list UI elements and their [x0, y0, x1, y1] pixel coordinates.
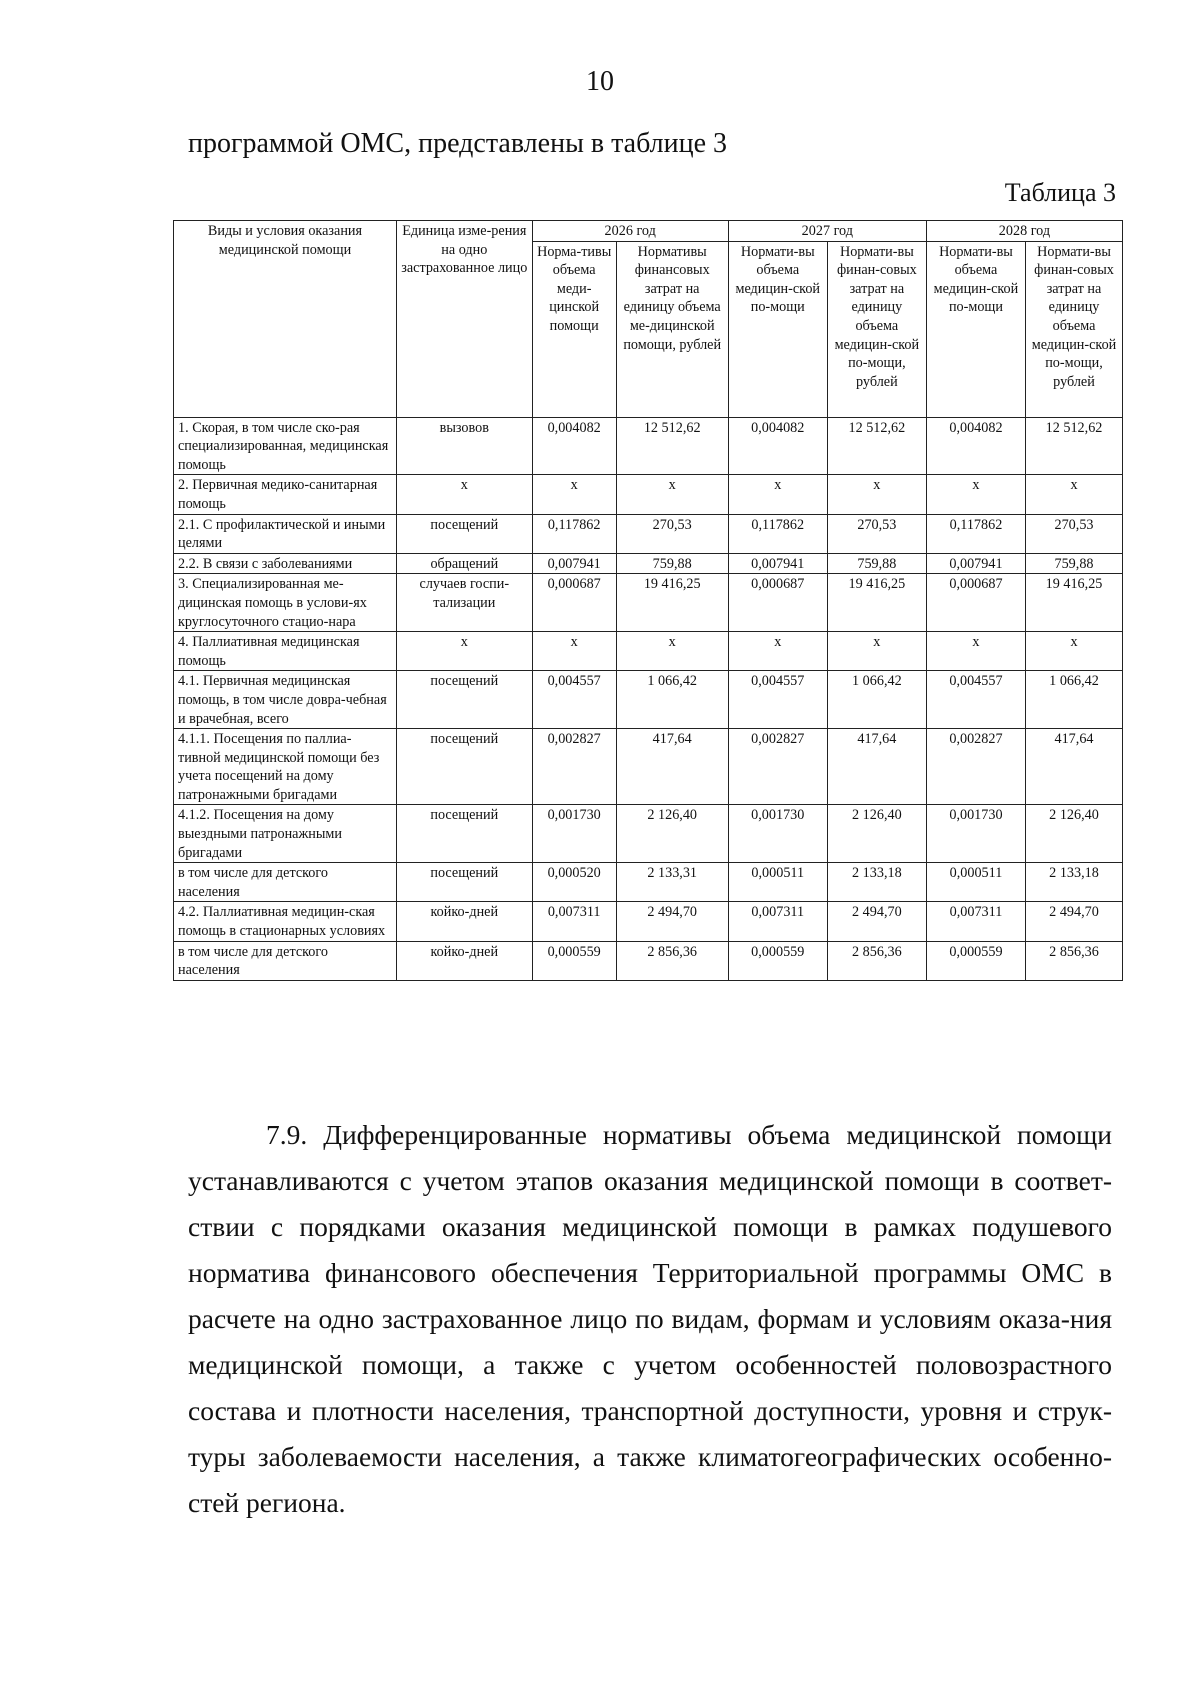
row-value: 0,000559	[728, 941, 827, 980]
header-cost-2027: Нормати-вы финан-совых затрат на единицу объема медицин-ской по-мощи, рублей	[827, 241, 926, 417]
row-unit: вызовов	[396, 417, 532, 475]
row-name: 4.2. Паллиативная медицин-ская помощь в стационарных условиях	[174, 902, 397, 941]
row-unit: койко-дней	[396, 902, 532, 941]
row-value: 2 126,40	[616, 805, 728, 863]
row-value: 2 126,40	[827, 805, 926, 863]
row-name: 4.1.1. Посещения по паллиа-тивной медицинской помощи без учета посещений на дому патронажными бригадами	[174, 729, 397, 805]
header-volume-2028: Нормати-вы объема медицин-ской по-мощи	[926, 241, 1025, 417]
row-value: 0,004557	[926, 671, 1025, 729]
row-value: 0,007311	[926, 902, 1025, 941]
row-value: 0,004557	[532, 671, 616, 729]
row-value: х	[532, 475, 616, 514]
row-value: х	[926, 475, 1025, 514]
row-name: 2.1. С профилактической и иными целями	[174, 514, 397, 553]
row-value: 0,000511	[728, 863, 827, 902]
row-value: х	[827, 475, 926, 514]
row-unit: посещений	[396, 729, 532, 805]
intro-line: программой ОМС, представлены в таблице 3	[188, 128, 728, 159]
table-caption: Таблица 3	[1004, 178, 1116, 207]
row-unit: посещений	[396, 805, 532, 863]
row-value: 0,001730	[532, 805, 616, 863]
row-value: х	[616, 475, 728, 514]
header-unit: Единица изме-рения на одно застрахованное лицо	[396, 221, 532, 418]
row-value: 417,64	[1026, 729, 1123, 805]
row-value: 0,002827	[532, 729, 616, 805]
row-value: 0,000559	[926, 941, 1025, 980]
row-value: 0,004082	[926, 417, 1025, 475]
row-value: 270,53	[616, 514, 728, 553]
table-row	[174, 671, 1123, 729]
row-value: 0,007311	[532, 902, 616, 941]
row-value: 0,007941	[532, 553, 616, 574]
row-value: 2 494,70	[616, 902, 728, 941]
row-value: 2 856,36	[1026, 941, 1123, 980]
table-header	[174, 221, 1123, 418]
row-value: 2 856,36	[827, 941, 926, 980]
row-value: 1 066,42	[1026, 671, 1123, 729]
header-year-2027: 2027 год	[728, 221, 926, 242]
row-value: 417,64	[827, 729, 926, 805]
row-value: х	[728, 475, 827, 514]
row-value: х	[1026, 475, 1123, 514]
table-row	[174, 553, 1123, 574]
row-name: 2. Первичная медико-санитарная помощь	[174, 475, 397, 514]
row-value: 2 494,70	[827, 902, 926, 941]
row-value: 0,117862	[532, 514, 616, 553]
row-name: 2.2. В связи с заболеваниями	[174, 553, 397, 574]
page-number: 10	[586, 66, 614, 97]
row-value: 0,000687	[532, 574, 616, 632]
table-row	[174, 863, 1123, 902]
row-value: 2 126,40	[1026, 805, 1123, 863]
row-value: 2 133,31	[616, 863, 728, 902]
row-value: 19 416,25	[827, 574, 926, 632]
row-value: 2 133,18	[1026, 863, 1123, 902]
header-year-2028: 2028 год	[926, 221, 1122, 242]
row-unit: х	[396, 632, 532, 671]
row-value: 0,004082	[728, 417, 827, 475]
row-name: в том числе для детского населения	[174, 941, 397, 980]
row-value: 417,64	[616, 729, 728, 805]
row-value: 12 512,62	[827, 417, 926, 475]
table-row	[174, 475, 1123, 514]
header-volume-2027: Нормати-вы объема медицин-ской по-мощи	[728, 241, 827, 417]
row-unit: посещений	[396, 671, 532, 729]
row-value: 0,002827	[728, 729, 827, 805]
row-value: 0,000511	[926, 863, 1025, 902]
table-row	[174, 729, 1123, 805]
row-value: 0,117862	[728, 514, 827, 553]
row-unit: случаев госпи-тализации	[396, 574, 532, 632]
table-row	[174, 805, 1123, 863]
row-name: 4.1.2. Посещения на дому выездными патронажными бригадами	[174, 805, 397, 863]
table-row	[174, 417, 1123, 475]
row-value: х	[532, 632, 616, 671]
row-unit: обращений	[396, 553, 532, 574]
row-value: 0,007941	[926, 553, 1025, 574]
row-value: 0,000687	[926, 574, 1025, 632]
table-body	[174, 417, 1123, 980]
row-unit: х	[396, 475, 532, 514]
row-value: 0,000520	[532, 863, 616, 902]
row-value: 0,000687	[728, 574, 827, 632]
row-value: х	[1026, 632, 1123, 671]
row-value: 0,004557	[728, 671, 827, 729]
row-value: 12 512,62	[616, 417, 728, 475]
row-value: х	[827, 632, 926, 671]
row-name: 3. Специализированная ме-дицинская помощь в услови-ях круглосуточного стацио-нара	[174, 574, 397, 632]
norms-table	[173, 220, 1123, 981]
table-row	[174, 941, 1123, 980]
row-value: 759,88	[1026, 553, 1123, 574]
header-cost-2026: Нормативы финансовых затрат на единицу объема ме-дицинской помощи, рублей	[616, 241, 728, 417]
row-name: 4. Паллиативная медицинская помощь	[174, 632, 397, 671]
row-value: 0,004082	[532, 417, 616, 475]
row-value: 0,001730	[926, 805, 1025, 863]
row-value: 19 416,25	[616, 574, 728, 632]
row-name: в том числе для детского населения	[174, 863, 397, 902]
row-name: 1. Скорая, в том числе ско-рая специализированная, медицинская помощь	[174, 417, 397, 475]
table-row	[174, 514, 1123, 553]
row-value: 0,002827	[926, 729, 1025, 805]
row-value: 270,53	[827, 514, 926, 553]
paragraph-text: 7.9. Дифференцированные нормативы объема медицинской помощи устанавливаются с учетом этапов оказания медицинской помощи в соответ-ствии с порядками оказания медицинской помощи в рамках подушевого норматива финансового обеспечения Территориальной программы ОМС в расчете на одно застрахованное лицо по видам, формам и условиям оказа-ния медицинской помощи, а также с учетом особенностей половозрастного состава и плотности населения, транспортной доступности, уровня и струк-туры заболеваемости населения, а также климатогеографических особенно-стей региона.	[188, 1119, 1112, 1518]
row-value: 2 856,36	[616, 941, 728, 980]
row-value: 759,88	[827, 553, 926, 574]
row-value: 0,001730	[728, 805, 827, 863]
row-value: 19 416,25	[1026, 574, 1123, 632]
table-row	[174, 902, 1123, 941]
row-value: 0,007941	[728, 553, 827, 574]
row-value: х	[926, 632, 1025, 671]
row-value: х	[728, 632, 827, 671]
row-value: 2 494,70	[1026, 902, 1123, 941]
row-value: 12 512,62	[1026, 417, 1123, 475]
row-value: 0,007311	[728, 902, 827, 941]
header-type: Виды и условия оказания медицинской помощи	[174, 221, 397, 418]
row-value: 0,000559	[532, 941, 616, 980]
row-unit: посещений	[396, 514, 532, 553]
row-value: х	[616, 632, 728, 671]
header-cost-2028: Нормати-вы финан-совых затрат на единицу объема медицин-ской по-мощи, рублей	[1026, 241, 1123, 417]
row-name: 4.1. Первичная медицинская помощь, в том числе довра-чебная и врачебная, всего	[174, 671, 397, 729]
table-row	[174, 574, 1123, 632]
row-value: 759,88	[616, 553, 728, 574]
row-unit: койко-дней	[396, 941, 532, 980]
row-value: 0,117862	[926, 514, 1025, 553]
row-value: 1 066,42	[616, 671, 728, 729]
paragraph-7-9	[188, 1112, 1112, 1526]
header-volume-2026: Норма-тивы объема меди-цинской помощи	[532, 241, 616, 417]
table-row	[174, 632, 1123, 671]
row-unit: посещений	[396, 863, 532, 902]
row-value: 1 066,42	[827, 671, 926, 729]
row-value: 270,53	[1026, 514, 1123, 553]
row-value: 2 133,18	[827, 863, 926, 902]
header-year-2026: 2026 год	[532, 221, 728, 242]
